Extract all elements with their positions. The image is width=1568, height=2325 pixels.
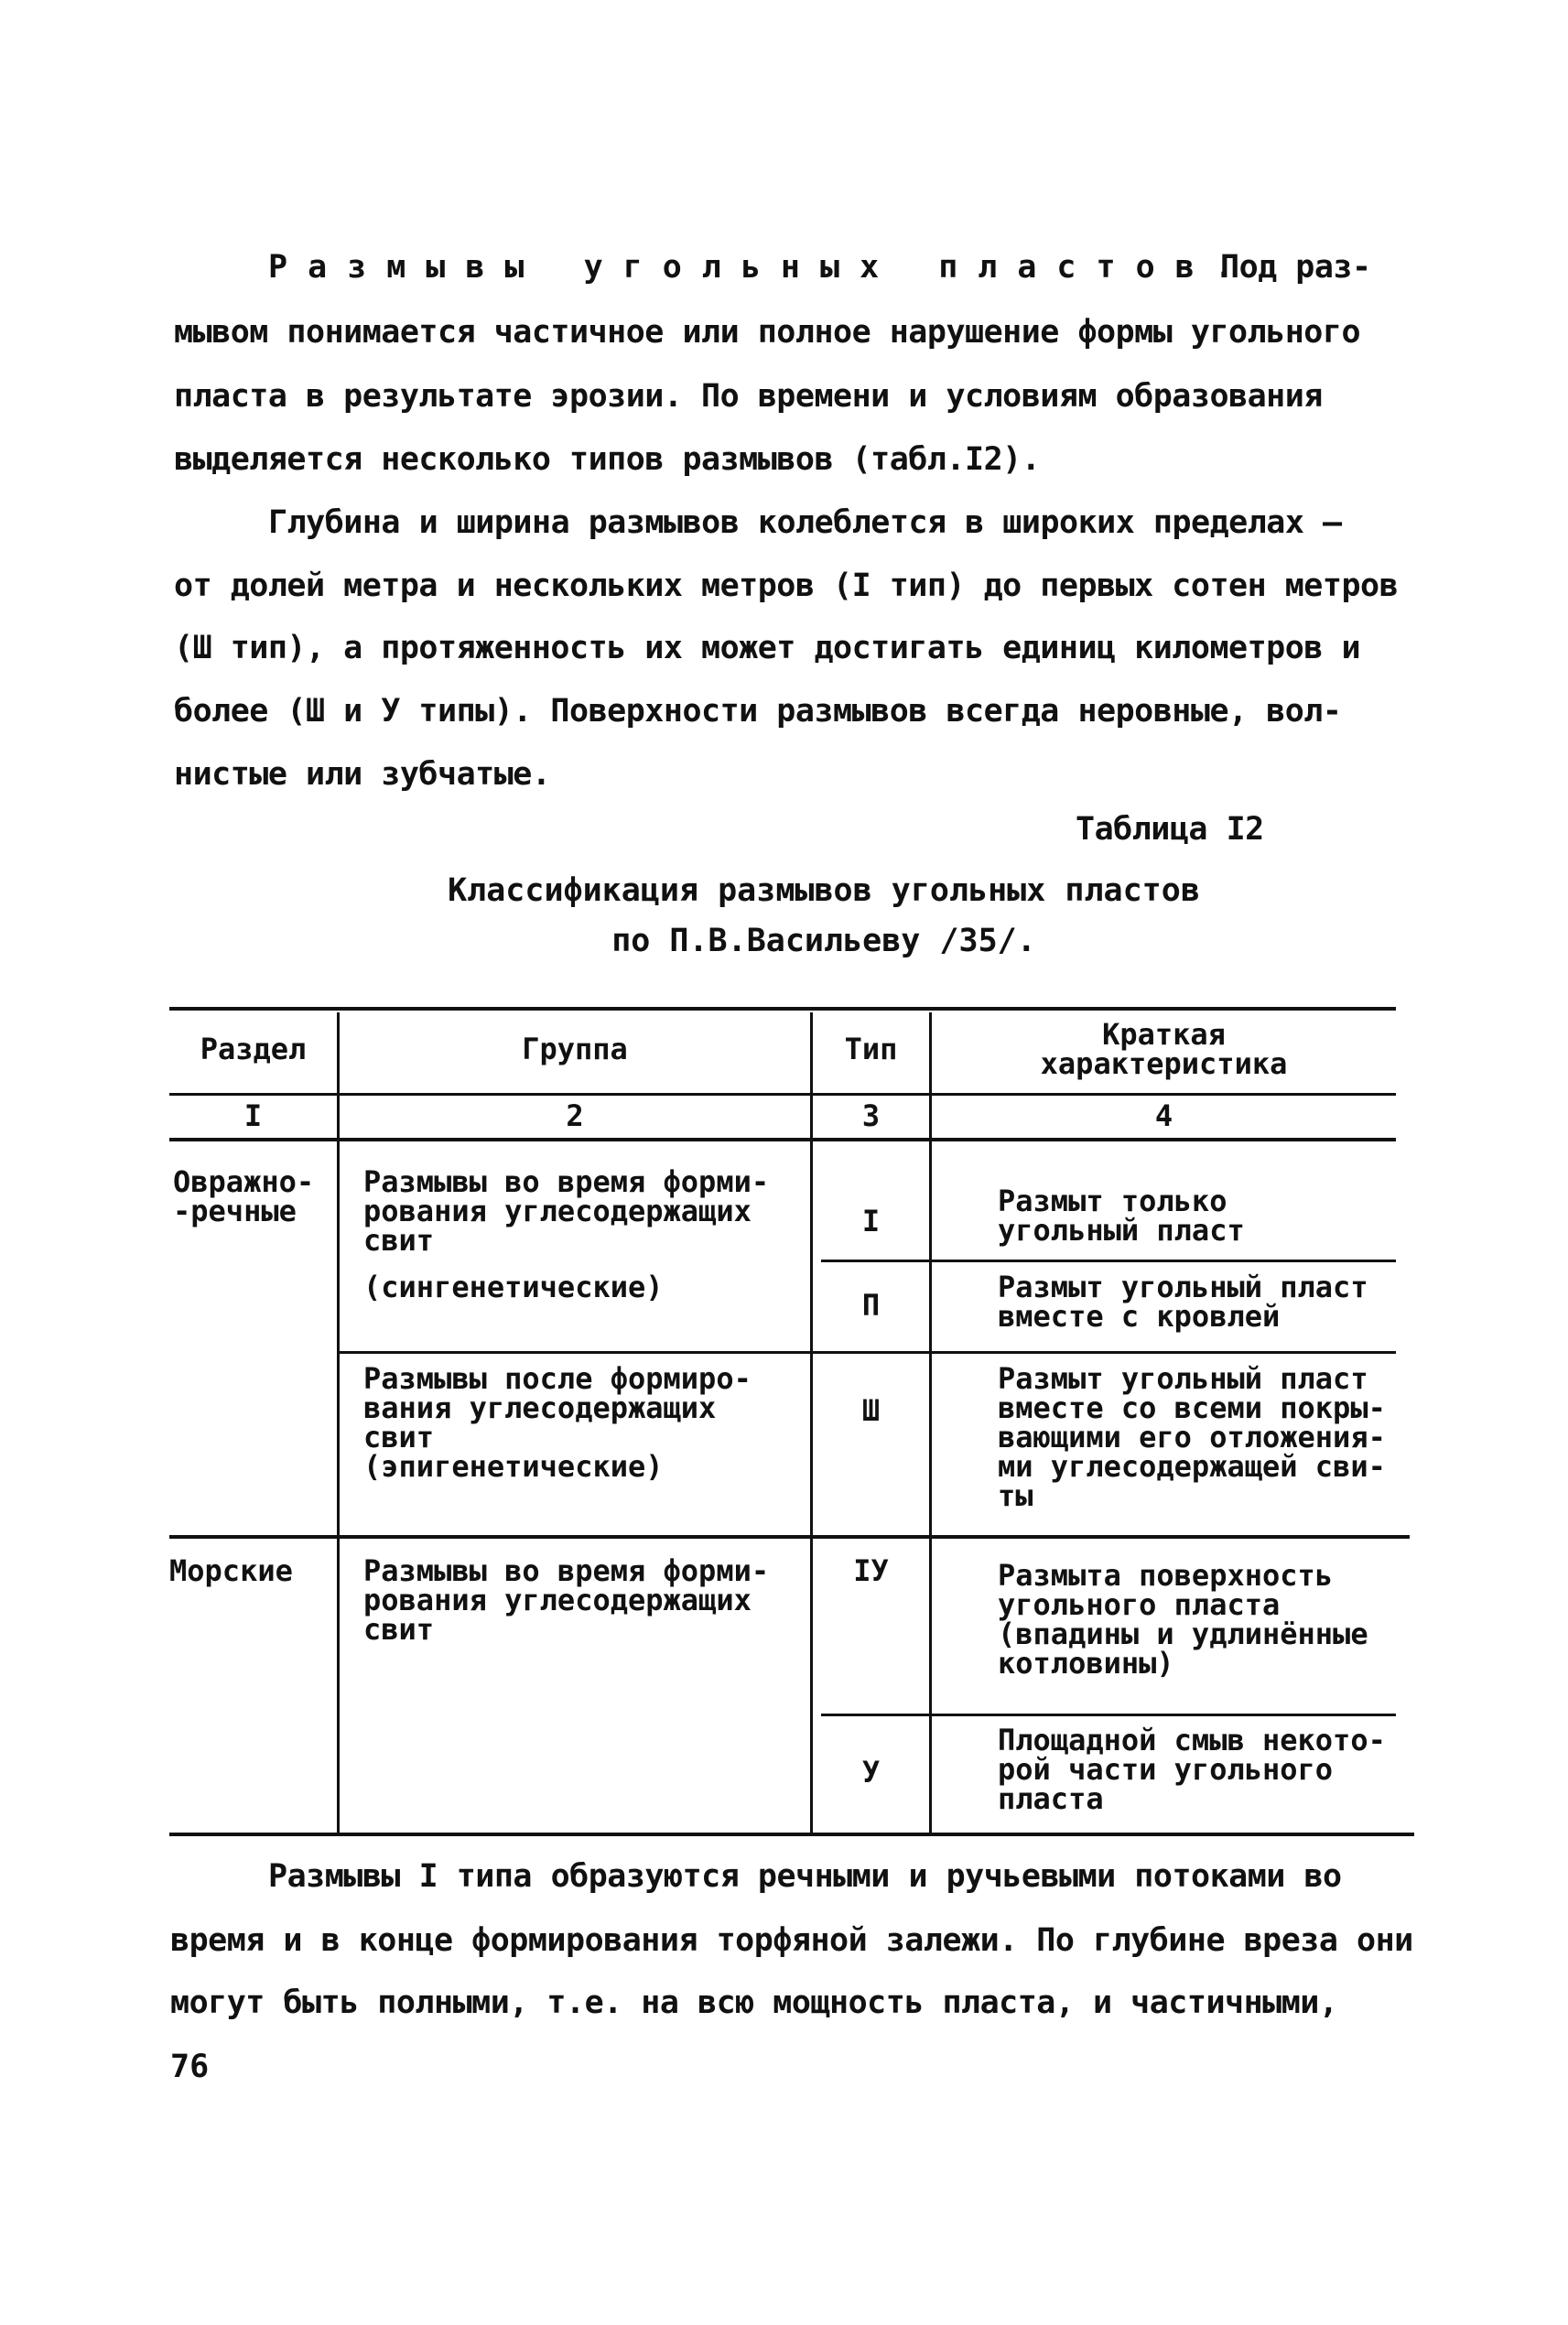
paragraph2-line-4: нистые или зубчатые.	[174, 756, 551, 793]
type-2: П	[861, 1288, 881, 1323]
description-type-1: Размыт только угольный пласт	[998, 1184, 1245, 1248]
column-number-2: 2	[566, 1098, 584, 1133]
column-number-4: 4	[1154, 1098, 1173, 1133]
section-rule	[169, 1535, 1410, 1539]
type-1: I	[861, 1204, 881, 1238]
table-caption-line2: по П.В.Васильеву /35/.	[611, 923, 1036, 959]
row-rule-type2	[821, 1260, 1396, 1262]
type-4: IУ	[853, 1553, 889, 1588]
paragraph2-line-2: (Ш тип), а протяженность их может достигать единиц километров и	[174, 630, 1361, 666]
group-syngenetic: Размывы во время форми- рования углесодержащих свит	[363, 1164, 770, 1258]
paragraph1-line-1: мывом понимается частичное или полное нарушение формы угольного	[174, 314, 1361, 351]
description-type-2: Размыт угольный пласт вместе с кровлей	[998, 1270, 1368, 1334]
paragraph1-heading	[268, 249, 1254, 286]
col-divider-3	[929, 1012, 932, 1833]
section-heading: Размывы угольных пластов.	[268, 249, 1254, 286]
column-number-3: 3	[861, 1098, 881, 1133]
table-bottom-rule	[169, 1833, 1414, 1836]
paragraph1-line-2: пласта в результате эрозии. По времени и условиям образования	[174, 378, 1323, 415]
col-divider-1	[337, 1012, 340, 1833]
table-caption-line1: Классификация размывов угольных пластов	[448, 872, 1200, 909]
section-marine: Морские	[169, 1553, 293, 1588]
page-number: 76	[170, 2049, 210, 2085]
paragraph3-line-1: время и в конце формирования торфяной залежи. По глубине вреза они	[170, 1922, 1413, 1959]
description-type-3: Размыт угольный пласт вместе со всеми покры- вающими его отложения- ми углесодержащей сви- ты	[998, 1361, 1386, 1513]
table-top-rule	[169, 1007, 1396, 1011]
type-5: У	[861, 1755, 881, 1790]
paragraph1-line-0: Под раз-	[1220, 249, 1371, 286]
paragraph2-line-0: Глубина и ширина размывов колеблется в широких пределах –	[268, 504, 1342, 541]
paragraph1-line-3: выделяется несколько типов размывов (табл.I2).	[174, 441, 1041, 478]
numbers-bottom-rule	[169, 1138, 1396, 1141]
description-type-5: Площадной смыв некото- рой части угольного пласта	[998, 1723, 1386, 1816]
header-characteristic: Краткая характеристика	[1040, 1017, 1288, 1081]
classification-table	[169, 1007, 1419, 1835]
description-type-4: Размыта поверхность угольного пласта (впадины и удлинённые котловины)	[998, 1558, 1368, 1681]
paragraph3-line-2: могут быть полными, т.е. на всю мощность пласта, и частичными,	[170, 1984, 1338, 2021]
section-ravine-river: Овражно- -речные	[173, 1164, 315, 1228]
paragraph2-line-3: более (Ш и У типы). Поверхности размывов всегда неровные, вол-	[174, 693, 1342, 730]
column-number-1: I	[243, 1098, 263, 1133]
paragraph2-line-1: от долей метра и нескольких метров (I тип) до первых сотен метров	[174, 568, 1399, 604]
header-section: Раздел	[200, 1032, 307, 1066]
type-3: Ш	[861, 1393, 881, 1428]
paragraph3-line-0: Размывы I типа образуются речными и ручьевыми потоками во	[268, 1858, 1342, 1895]
table-label: Таблица I2	[1076, 811, 1264, 848]
row-rule-type5	[821, 1714, 1396, 1716]
group-epigenetic: Размывы после формиро- вания углесодержащих свит (эпигенетические)	[363, 1361, 752, 1484]
header-bottom-rule	[169, 1093, 1396, 1096]
group-marine-syngenetic: Размывы во время форми- рования углесодержащих свит	[363, 1553, 770, 1647]
group-syngenetic-note: (сингенетические)	[363, 1270, 664, 1304]
header-group: Группа	[522, 1032, 628, 1066]
header-type: Тип	[844, 1032, 898, 1066]
row-rule-type3	[339, 1351, 1396, 1354]
